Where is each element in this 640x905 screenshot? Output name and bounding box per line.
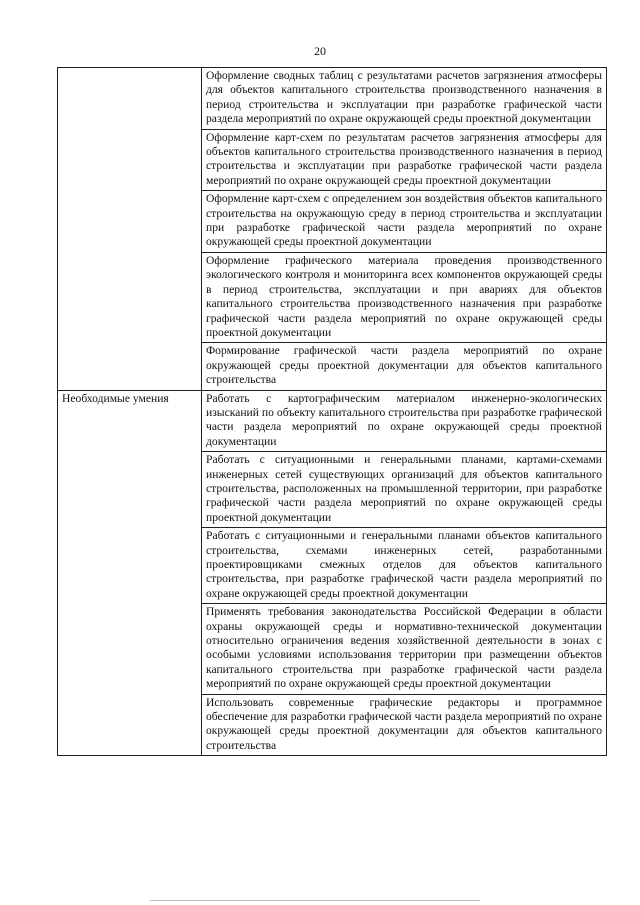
skill-item: Работать с ситуационными и генеральными планами объектов капитального строительства, схемами инженерных сетей, разработанными проектировщиками смежных отделов для объектов капитального строительства, при разработке графической части раздела мероприятий по охране окружающей среды проектной документации <box>202 528 607 604</box>
table-row <box>58 68 607 130</box>
skill-item: Работать с картографическим материалом инженерно-экологических изысканий по объекту капитального строительства при разработке графической части раздела мероприятий по охране окружающей среды проектной документации <box>202 390 607 452</box>
row-label-required-skills: Необходимые умения <box>58 390 202 756</box>
action-item: Оформление графического материала проведения производственного экологического контроля и мониторинга всех компонентов окружающей среды в период строительства, эксплуатации и при авариях для объектов капитального строительства производственного назначения при разработке графической части раздела мероприятий по охране окружающей среды проектной документации <box>202 252 607 342</box>
page-number: 20 <box>314 44 326 58</box>
scan-edge-line <box>150 900 480 901</box>
action-item: Оформление карт-схем с определением зон воздействия объектов капитального строительства на окружающую среду в период строительства и эксплуатации при разработке графической части раздела мероприятий по охране окружающей среды проектной документации <box>202 191 607 253</box>
action-item: Оформление сводных таблиц с результатами расчетов загрязнения атмосферы для объектов капитального строительства производственного назначения в период строительства и эксплуатации при разработке графической части раздела мероприятий по охране окружающей среды проектной документации <box>202 68 607 130</box>
action-item: Формирование графической части раздела мероприятий по охране окружающей среды проектной документации для объектов капитального строительства <box>202 343 607 390</box>
table-row <box>58 390 607 452</box>
skill-item: Работать с ситуационными и генеральными планами, картами-схемами инженерных сетей существующих организаций для объектов капитального строительства, расположенных на промышленной территории, при разработке графической части раздела мероприятий по охране окружающей среды проектной документации <box>202 452 607 528</box>
skill-item: Применять требования законодательства Российской Федерации в области охраны окружающей среды и нормативно-технической документации относительно ограничения ведения хозяйственной деятельности в зонах с особыми условиями использования территории при размещении объектов капитального строительства при разработке графической части раздела мероприятий по охране окружающей среды проектной документации <box>202 604 607 694</box>
action-item: Оформление карт-схем по результатам расчетов загрязнения атмосферы для объектов капитального строительства производственного назначения в период строительства и эксплуатации при разработке графической части раздела мероприятий по охране окружающей среды проектной документации <box>202 129 607 191</box>
skill-item: Использовать современные графические редакторы и программное обеспечение для разработки графической части раздела мероприятий по охране окружающей среды проектной документации для объектов капитального строительства <box>202 694 607 756</box>
row-label-continued <box>58 68 202 391</box>
competency-table <box>57 67 607 756</box>
